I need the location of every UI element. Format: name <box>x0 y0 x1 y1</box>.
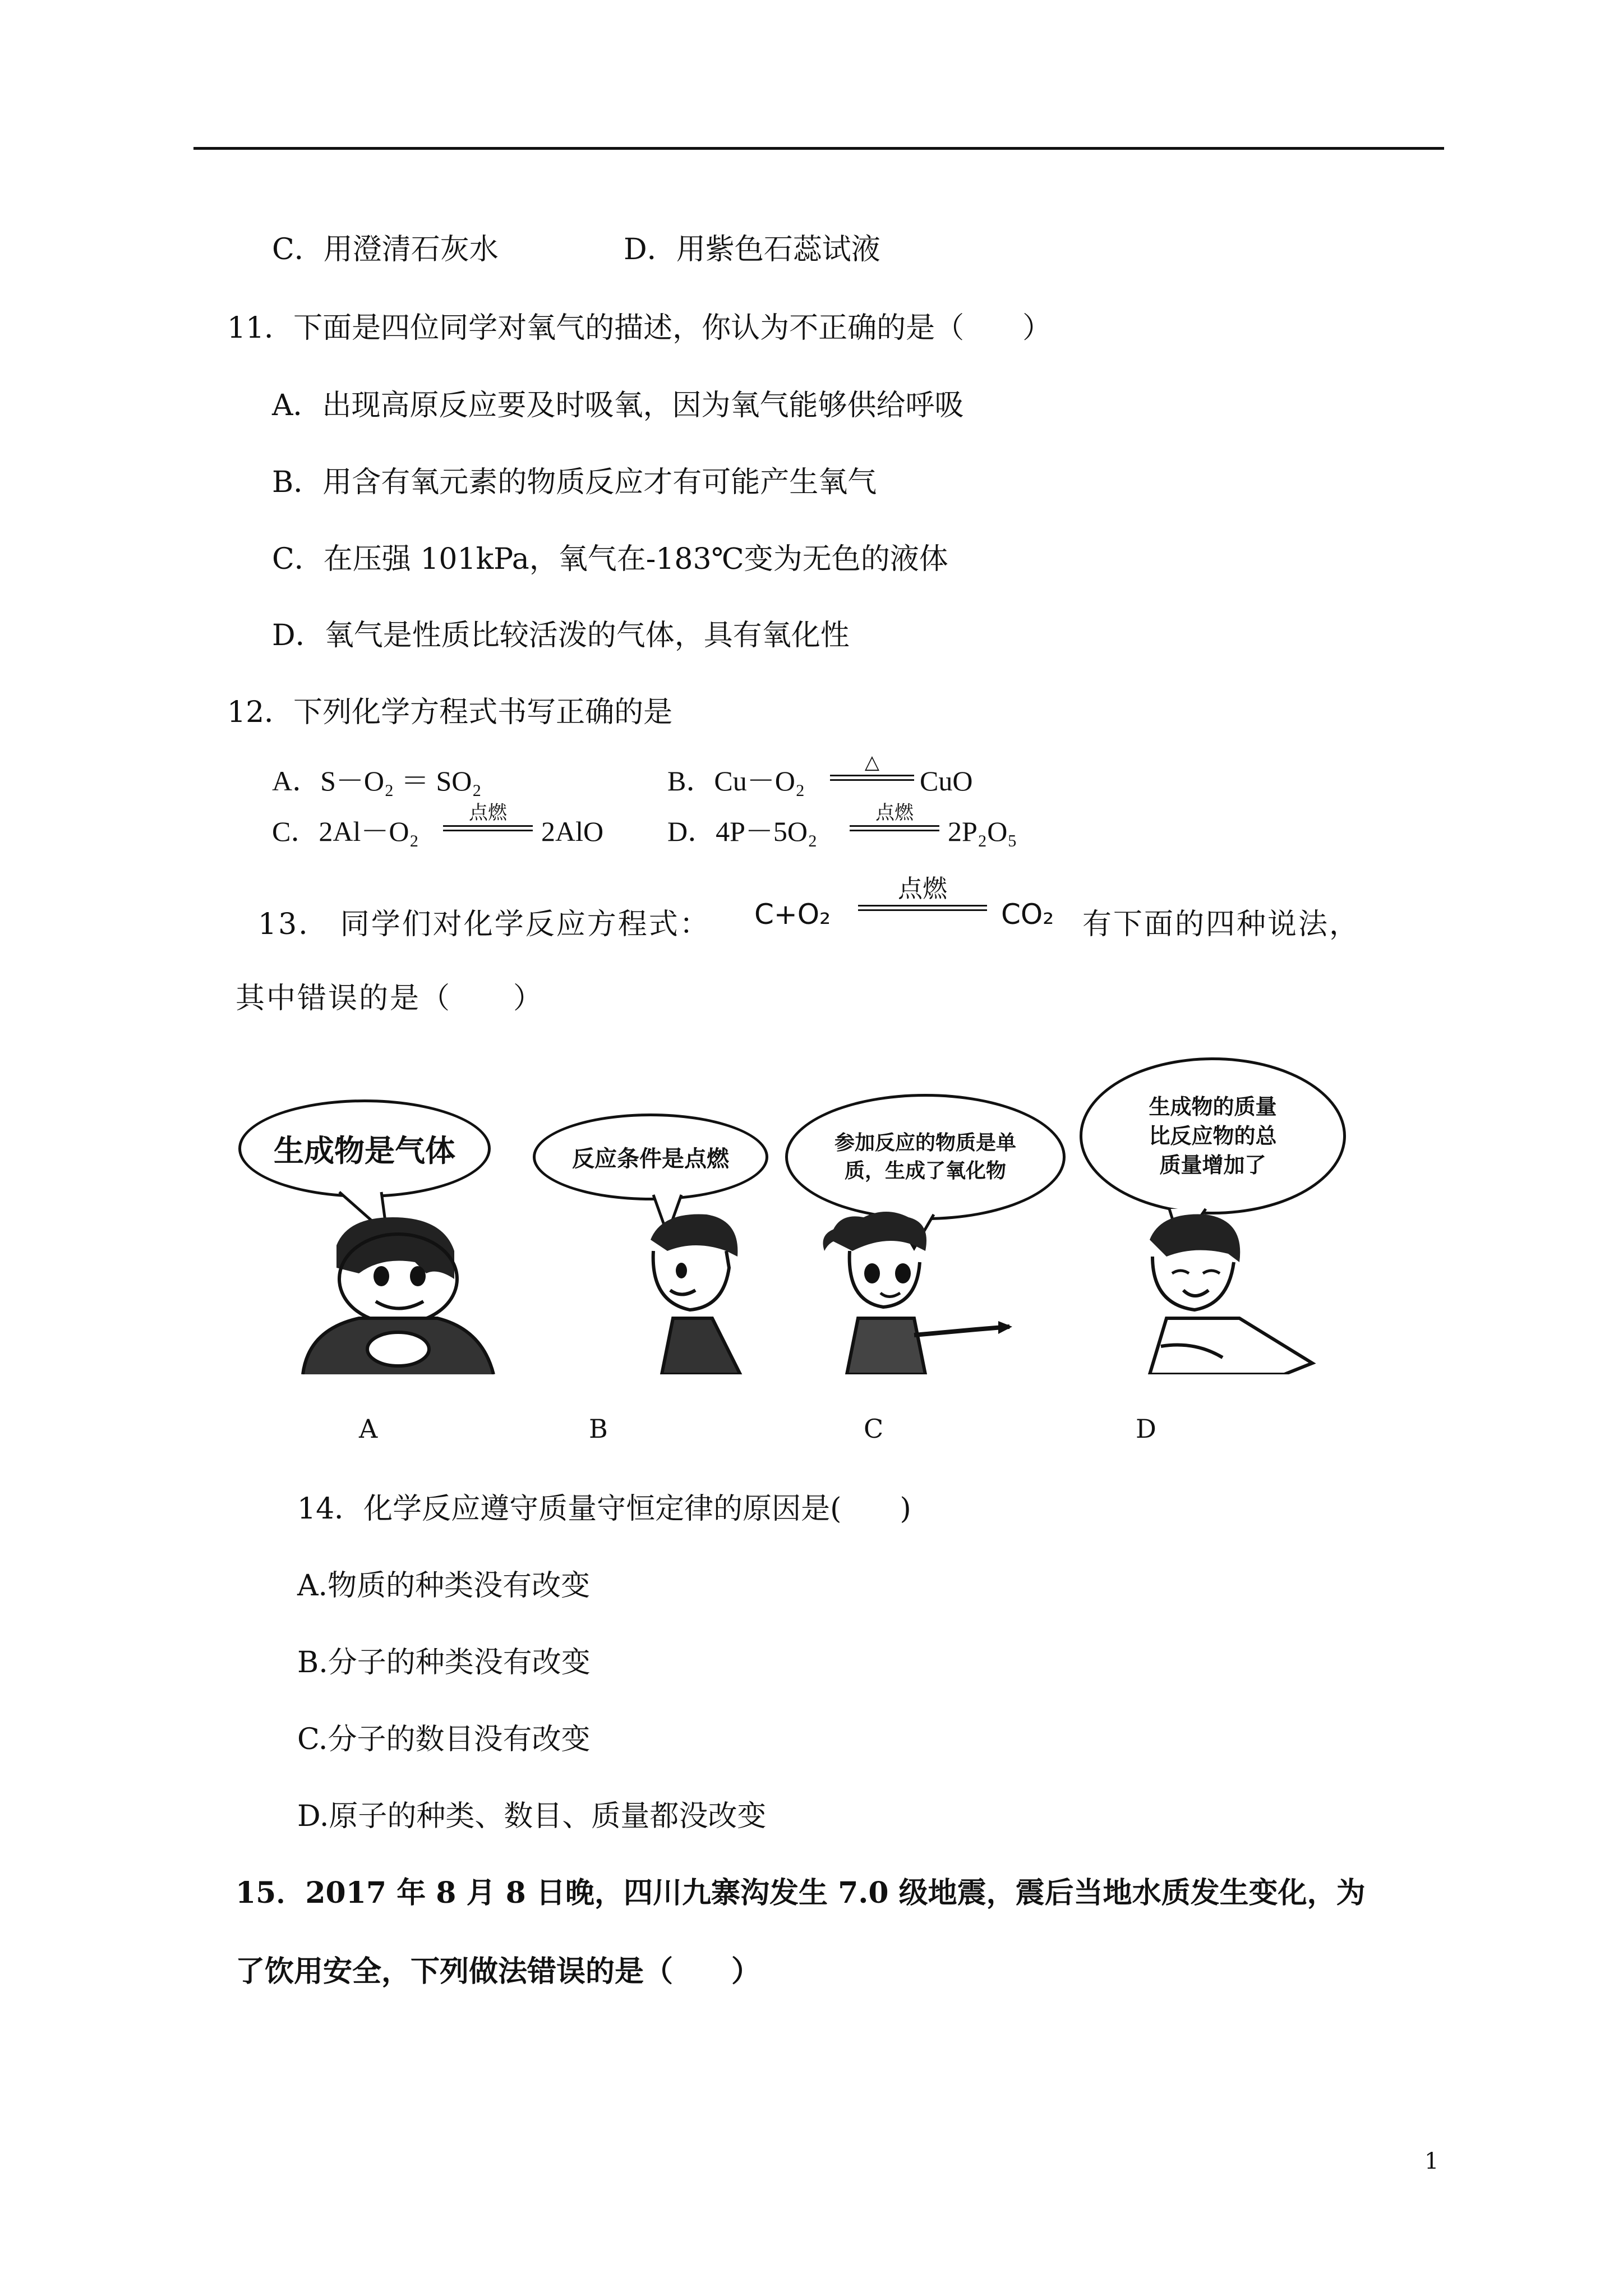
arrow-bar <box>830 779 914 781</box>
q12-b-rhs: CuO <box>920 765 973 797</box>
bubble-a-text: 生成物是气体 <box>274 1133 455 1168</box>
q14-option-d: D.原子的种类、数目、质量都没改变 <box>297 1800 767 1833</box>
bubble-c-line-1: 参加反应的物质是单 <box>834 1131 1016 1154</box>
q12-c-rhs: 2AlO <box>541 816 604 847</box>
student-a-illustration <box>297 1206 533 1374</box>
speech-bubble-c <box>785 1094 1066 1220</box>
figure-label-a: A <box>359 1414 378 1444</box>
q12-d-letter: D． <box>667 816 716 847</box>
speech-bubble-a <box>238 1099 491 1198</box>
q11-option-a: A．出现高原反应要及时吸氧，因为氧气能够供给呼吸 <box>272 389 964 422</box>
q12-option-c <box>272 815 419 848</box>
student-d-illustration <box>1127 1206 1329 1374</box>
q14-option-c: C.分子的数目没有改变 <box>297 1723 591 1756</box>
figure-label-b: B <box>589 1414 608 1444</box>
figure-label-d: D <box>1136 1414 1156 1444</box>
q12-c-letter: C． <box>272 816 319 847</box>
q14-stem: 14．化学反应遵守质量守恒定律的原因是( ) <box>297 1492 911 1526</box>
q12-d-condition <box>850 802 939 831</box>
speech-bubble-b <box>533 1114 768 1200</box>
arrow-bar <box>858 905 987 907</box>
bubble-d-line-1: 生成物的质量 <box>1149 1094 1277 1119</box>
q12-stem: 12．下列化学方程式书写正确的是 <box>227 696 673 729</box>
q14-option-b: B.分子的种类没有改变 <box>297 1646 591 1680</box>
student-c-illustration <box>819 1206 1043 1374</box>
page-number: 1 <box>1424 2148 1439 2174</box>
bubble-b-text: 反应条件是点燃 <box>572 1146 729 1172</box>
q12-c-cond-label: 点燃 <box>469 802 507 824</box>
bubble-c-line-2: 质，生成了氧化物 <box>844 1159 1006 1182</box>
q11-stem: 11．下面是四位同学对氧气的描述，你认为不正确的是（ ） <box>227 311 1052 345</box>
q11-option-c: C．在压强 101kPa，氧气在-183℃变为无色的液体 <box>272 542 948 576</box>
q12-d-cond-label: 点燃 <box>875 802 914 824</box>
arrow-bar <box>830 775 914 776</box>
q11-option-b: B．用含有氧元素的物质反应才有可能产生氧气 <box>272 466 877 499</box>
q12-b-cond-label: △ <box>864 751 880 774</box>
speech-bubble-d <box>1080 1057 1346 1214</box>
q12-b-letter: B． <box>667 765 714 797</box>
header-rule <box>193 147 1444 150</box>
bubble-d-line-2: 比反应物的总 <box>1149 1124 1277 1148</box>
q11-option-d: D．氧气是性质比较活泼的气体，具有氧化性 <box>272 619 850 652</box>
q12-a-letter: A． <box>272 765 321 797</box>
q13-stem-line2: 其中错误的是（ ） <box>236 982 545 1015</box>
q12-a-sign: ＝ <box>400 765 429 797</box>
q12-option-b <box>667 764 805 798</box>
q15-line-2: 了饮用安全，下列做法错误的是（ ） <box>236 1954 761 1989</box>
q12-b-condition <box>830 752 914 781</box>
q15-line-1: 15．2017 年 8 月 8 日晚，四川九寨沟发生 7.0 级地震，震后当地水质发生变化，为 <box>236 1876 1366 1910</box>
q13-eq-condition <box>858 875 987 911</box>
arrow-bar <box>850 825 939 827</box>
q10-option-d: D．用紫色石蕊试液 <box>624 233 880 266</box>
student-b-illustration <box>628 1206 774 1374</box>
q12-a-rhs: SO₂ <box>436 765 482 797</box>
q13-cond-label: 点燃 <box>898 875 947 903</box>
arrow-bar <box>858 909 987 911</box>
q14-option-a: A.物质的种类没有改变 <box>297 1569 591 1603</box>
arrow-bar <box>850 830 939 831</box>
q12-option-d <box>667 815 817 848</box>
bubble-d-line-3: 质量增加了 <box>1159 1153 1266 1177</box>
q10-option-c: C．用澄清石灰水 <box>272 233 499 266</box>
q12-option-a <box>272 764 482 798</box>
q13-stem-prefix: 13. 同学们对化学反应方程式： <box>258 908 711 941</box>
q12-d-lhs: 4P－5O₂ <box>716 816 818 847</box>
arrow-bar <box>443 830 533 831</box>
q13-eq-lhs: C+O₂ <box>754 898 831 931</box>
figure-label-c: C <box>864 1414 884 1444</box>
arrow-bar <box>443 825 533 827</box>
q12-c-condition <box>443 802 533 831</box>
q12-c-lhs: 2Al－O₂ <box>319 816 419 847</box>
q13-stem-suffix: 有下面的四种说法， <box>1082 908 1361 941</box>
q12-b-lhs: Cu－O₂ <box>714 765 805 797</box>
q13-eq-rhs: CO₂ <box>1001 898 1054 931</box>
q12-d-rhs: 2P₂O₅ <box>948 816 1017 847</box>
q12-a-lhs: S－O₂ <box>320 765 394 797</box>
